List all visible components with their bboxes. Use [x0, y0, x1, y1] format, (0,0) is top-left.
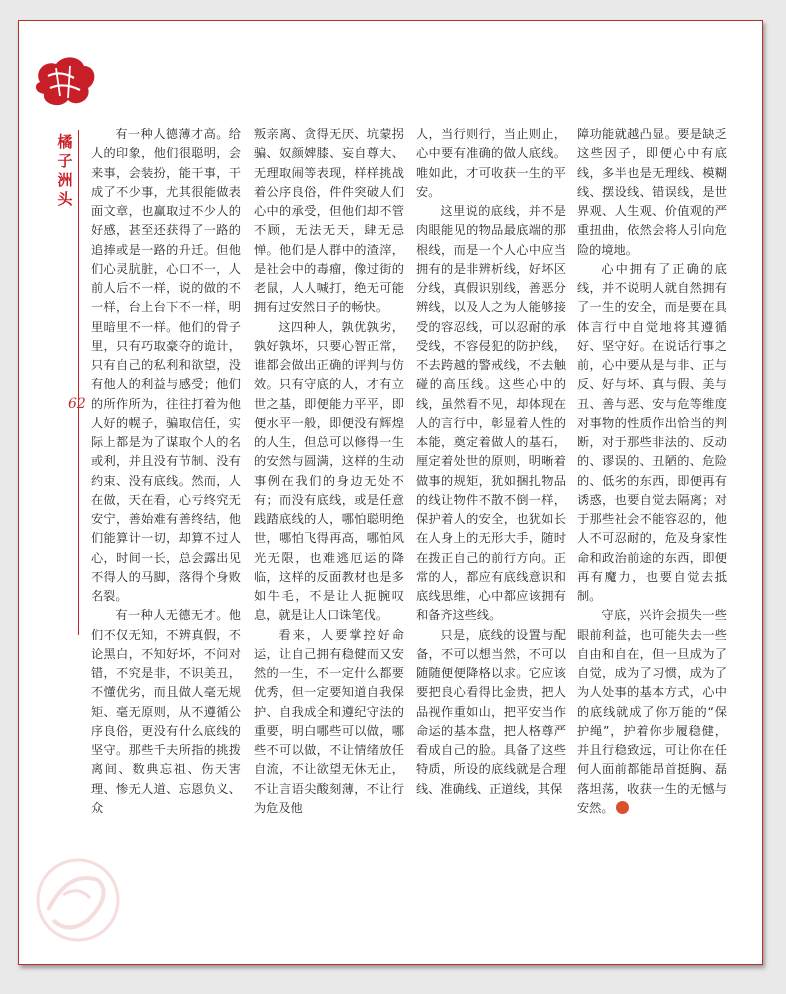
- text-column-2: [254, 125, 404, 895]
- paragraph: 这四种人，孰优孰劣，孰好孰坏，只要心智正常，谁都会做出正确的评判与仿效。只有守底的人，才有立世之基，即便能力平平，即便水平一般，即便没有辉煌的人生，但总可以修得一生的安然与圆满，这样的生动事例在我们的身边无处不有；而没有底线，或是任意践踏底线的人，哪怕聪明绝世，哪怕飞得再高，哪怕风光无限，也难逃厄运的降临，这样的反面教材也是多如牛毛，不是让人扼腕叹息，就是让人口诛笔伐。: [254, 319, 404, 623]
- paragraph: [577, 606, 727, 818]
- text-column-4: [577, 125, 727, 895]
- text-column-1: [91, 125, 241, 895]
- paragraph-continued: 障功能就越凸显。要是缺乏这些因子，即便心中有底线，多半也是无理线、模糊线、摆设线、错误线，是世界观、人生观、价值观的严重扭曲，依然会将人引向危险的境地。: [577, 127, 727, 257]
- paragraph: 有一种人无德无才。他们不仅无知，不辨真假，不论黑白，不知好坏，不问对错，不究是非，不识美丑，不懂优劣，而且做人毫无规矩、毫无原则，从不遵循公序良俗，更没有什么底线的坚守。那些千夫所指的挑拨离间、数典忘祖、伤天害理、惨无人道、忘恩负义、众: [91, 608, 241, 815]
- closing-paragraph-text: 守底，兴许会损失一些眼前利益，也可能失去一些自由和自在，但一旦成为了自觉，成为了习惯，成为了为人处事的基本方式，心中的底线就成了你万能的“保护绳”，护着你步履稳健，并且行稳致远，可让你在任何人面前都能昂首挺胸、磊落坦荡，收获一生的无憾与安然。: [577, 608, 727, 815]
- page-number: 62: [68, 396, 86, 412]
- end-of-article-icon: [616, 801, 629, 814]
- paragraph: 有一种人德薄才高。给人的印象，他们很聪明，会来事，会装扮，能干事，干成了不少事，尤其很能做表面文章，也赢取过不少人的好感，甚至还获得了一路的追捧或是一路的升迁。但他们心灵肮脏，心口不一，人前人后不一样，说的做的不一样，台上台下不一样，明里暗里不一样。他们的骨子里，只有巧取豪夺的诡计，只有自己的私利和欲望，没有他人的利益与感受；他们的所作所为，往往打着为他人好的幌子，骗取信任，实际上都是为了谋取个人的名或利，并且没有节制、没有约束、没有底线。然而，人在做，天在看，心亏终究无安宁，善始难有善终结，他们能算计一切，却算不过人心，时间一长，总会露出见不得人的马脚，落得个身败名裂。: [91, 127, 241, 603]
- paragraph-continued: 叛亲离、贪得无厌、坑蒙拐骗、奴颜婢膝、妄自尊大、无理取闹等表现，样样挑战着公序良俗，件件突破人们心中的承受，但他们却不管不顾，无法无天，肆无忌惮。他们是人群中的渣滓，是社会中的毒瘤，像过街的老鼠，人人喊打，绝无可能拥有过安然日子的畅快。: [254, 127, 404, 315]
- paragraph-continued: 人，当行则行，当止则止，心中要有准确的做人底线。唯如此，才可收获一生的平安。: [416, 127, 566, 199]
- paragraph: 看来，人要掌控好命运，让自己拥有稳健而又安然的一生，不一定什么都要优秀，但一定要知道自我保护、自我成全和遵纪守法的重要，明白哪些可以做，哪些不可以做，不让情绪放任自流，不让欲望无休无止，不让言语尖酸刻薄，不让行为危及他: [254, 627, 404, 815]
- section-divider-line: [78, 130, 79, 635]
- paragraph: 这里说的底线，并不是肉眼能见的物品最底端的那根线，而是一个人心中应当拥有的是非辨析线，好坏区分线，真假识别线，善恶分辨线，以及人之为人能够接受的容忍线，可以忍耐的承受线，不容侵犯的防护线，不去跨越的警戒线，不去触碰的高压线。这些心中的线，虽然看不见，却体现在人的言行中，彰显着人性的本能，奠定着做人的基石，厘定着处世的原则，明晰着做事的规矩，犹如捆扎物品的线让物件不散不倒一样，保护着人的安全，也犹如长在人身上的无形大手，随时在拨正自己的前行方向。正常的人，都应有底线意识和底线思维，心中都应该拥有和备齐这些线。: [416, 204, 566, 623]
- section-title: 橘子洲头: [57, 133, 73, 208]
- magazine-logo: [30, 52, 100, 114]
- text-column-3: [416, 125, 566, 895]
- paragraph: 只是，底线的设置与配备，不可以想当然，不可以随随便便降格以求。它应该要把良心看得比金贵，把人品视作重如山，把平安当作命运的基本盘，把人格尊严看成自己的脸。具备了这些特质，所设的底线就是合理线、准确线、正道线，其保: [416, 627, 566, 796]
- paragraph: 心中拥有了正确的底线，并不说明人就自然拥有了一生的安全，而是要在具体言行中自觉地将其遵循好、坚守好。在说话行事之前，心中要从是与非、正与反、好与坏、真与假、美与丑、善与恶、安与危等维度对事物的性质作出恰当的判断，对于那些非法的、反动的、谬误的、丑陋的、危险的、低劣的东西，即便再有诱惑，也要自觉去隔离；对于那些社会不能容忍的，他人不可忍耐的，危及身家性命和政治前途的东西，即便再有魔力，也要自觉去抵制。: [577, 261, 727, 603]
